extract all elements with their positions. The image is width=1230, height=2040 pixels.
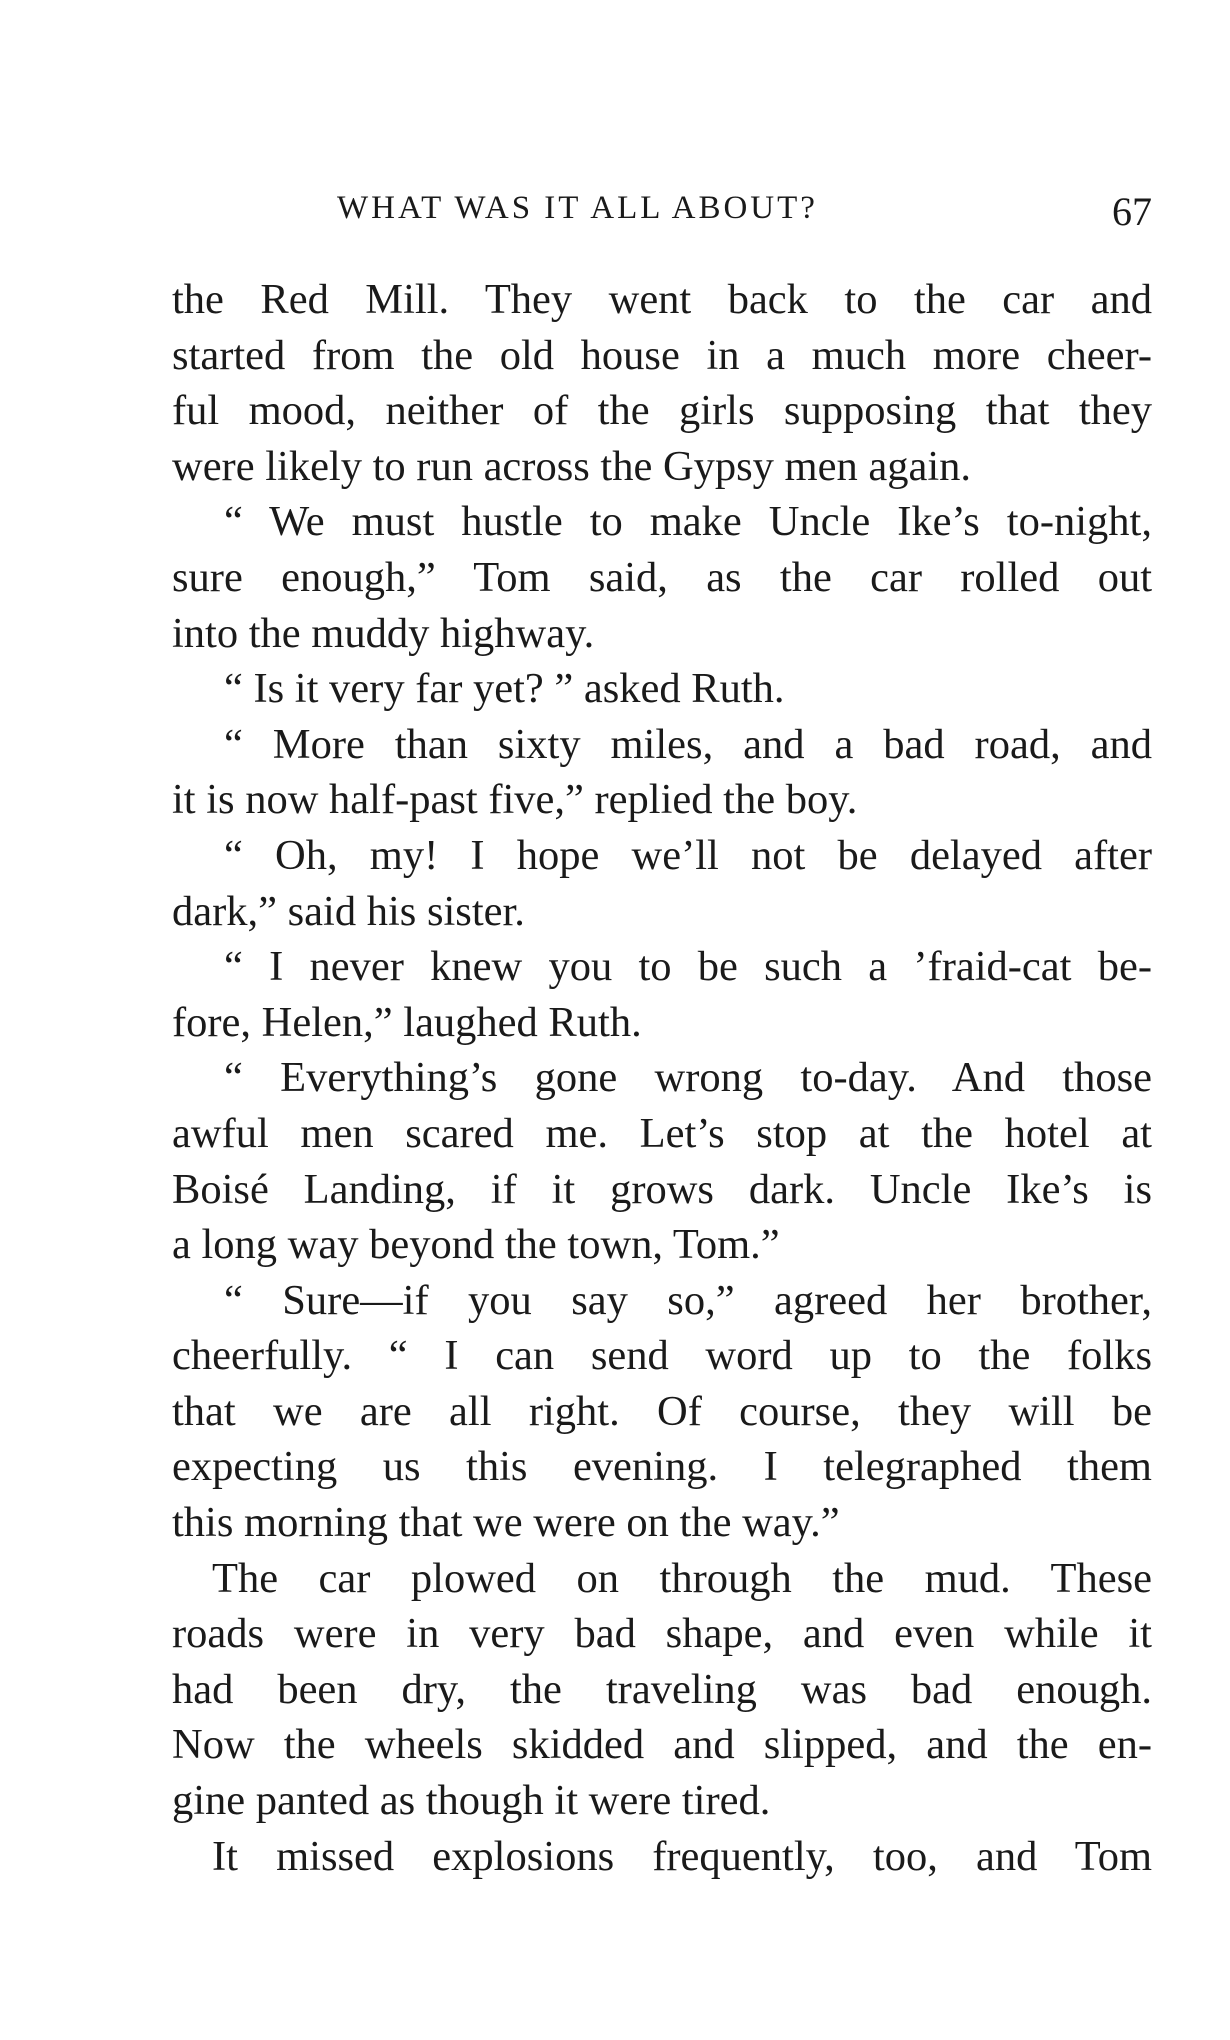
text-line: “ More than sixty miles, and a bad road, and [224,720,1152,768]
text-line: a long way beyond the town, Tom.” [172,1221,780,1269]
text-line: cheerfully. “ I can send word up to the folks [172,1332,1152,1380]
text-line: “ Is it very far yet? ” asked Ruth. [224,665,785,713]
text-line: “ Oh, my! I hope we’ll not be delayed after [224,831,1152,879]
text-line: the Red Mill. They went back to the car and [172,276,1152,323]
text-line: started from the old house in a much more cheer- [172,331,1152,379]
text-line: had been dry, the traveling was bad enough. [172,1665,1152,1713]
text-line: dark,” said his sister. [172,887,525,935]
text-line: into the muddy highway. [172,609,595,657]
text-line: roads were in very bad shape, and even while it [172,1610,1152,1658]
body-text [172,272,1152,1884]
text-line: ful mood, neither of the girls supposing that they [172,387,1152,435]
text-line: “ Everything’s gone wrong to-day. And those [224,1054,1152,1102]
text-line: awful men scared me. Let’s stop at the hotel at [172,1109,1152,1157]
text-line: “ I never knew you to be such a ’fraid-cat be- [224,943,1152,991]
text-line: Now the wheels skidded and slipped, and the en- [172,1721,1152,1769]
text-line: “ Sure—if you say so,” agreed her brother, [224,1276,1152,1324]
text-line: expecting us this evening. I telegraphed them [172,1443,1152,1491]
text-line: “ We must hustle to make Uncle Ike’s to-night, [224,498,1152,546]
text-line: sure enough,” Tom said, as the car rolled out [172,553,1152,601]
text-line: Boisé Landing, if it grows dark. Uncle Ike’s is [172,1165,1152,1213]
text-line: were likely to run across the Gypsy men again. [172,442,972,490]
page-number: 67 [1112,189,1152,234]
text-line: it is now half-past five,” replied the boy. [172,776,858,824]
text-line: gine panted as though it were tired. [172,1777,771,1825]
text-line: that we are all right. Of course, they will be [172,1387,1152,1435]
text-line: The car plowed on through the mud. These [212,1554,1152,1602]
text-line: fore, Helen,” laughed Ruth. [172,998,642,1046]
running-title: WHAT WAS IT ALL ABOUT? [337,190,818,226]
text-line: It missed explosions frequently, too, and Tom [212,1832,1152,1880]
text-line: this morning that we were on the way.” [172,1499,840,1547]
running-head [172,190,1152,250]
